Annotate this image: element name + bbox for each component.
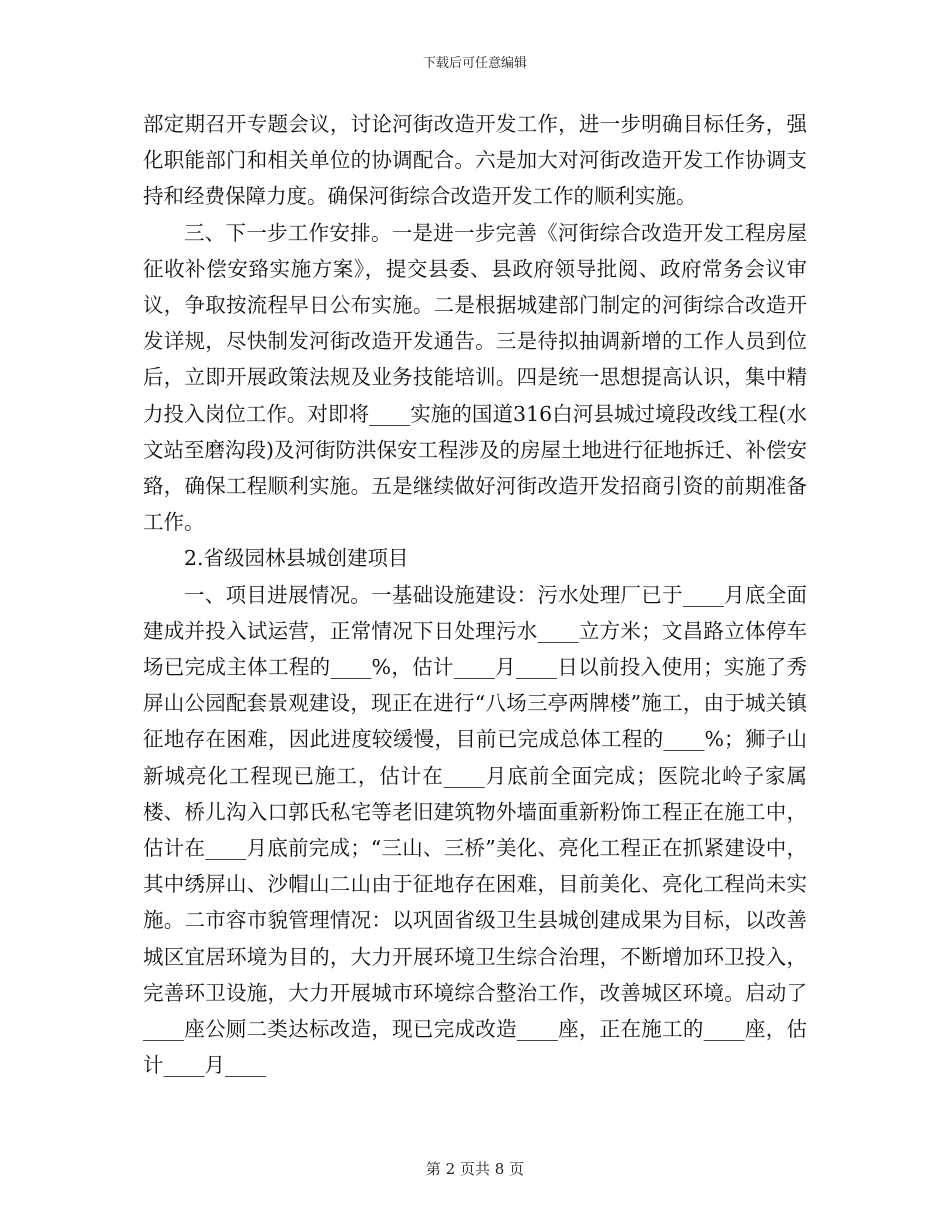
paragraph-1: 部定期召开专题会议，讨论河街改造开发工作，进一步明确目标任务，强化职能部门和相关单位的协调配合。六是加大对河街改造开发工作协调支持和经费保障力度。确保河街综合改造开发工作的顺利实施。 (143, 112, 807, 209)
section-heading: 2.省级园林县城创建项目 (184, 546, 409, 571)
page-number: 第 2 页共 8 页 (425, 1160, 525, 1178)
paragraph-2: 三、下一步工作安排。一是进一步完善《河街综合改造开发工程房屋征收补偿安臵实施方案》，提交县委、县政府领导批阅、政府常务会议审议，争取按流程早日公布实施。二是根据城建部门制定的河街综合改造开发详规，尽快制发河街改造开发通告。三是待拟抽调新增的工作人员到位后，立即开展政策法规及业务技能培训。四是统一思想提高认识，集中精力投入岗位工作。对即将____实施的国道316白河县城过境段改线工程(水文站至磨沟段)及河街防洪保安工程涉及的房屋土地进行征地拆迁、补偿安臵，确保工程顺利实施。五是继续做好河街改造开发招商引资的前期准备工作。 (143, 220, 807, 535)
page-header: 下载后可任意编辑 (422, 56, 527, 71)
document-body (143, 106, 807, 1083)
paragraph-3: 一、项目进展情况。一基础设施建设：污水处理厂已于____月底全面建成并投入试运营，正常情况下日处理污水____立方米；文昌路立体停车场已完成主体工程的____%，估计____月____日以前投入使用；实施了秀屏山公园配套景观建设，现正在进行“八场三亭两牌楼”施工，由于城关镇征地存在困难，因此进度较缓慢，目前已完成总体工程的____%；狮子山新城亮化工程现已施工，估计在____月底前全面完成；医院北岭子家属楼、桥儿沟入口郭氏私宅等老旧建筑物外墙面重新粉饰工程正在施工中，估计在____月底前完成；“三山、三桥”美化、亮化工程正在抓紧建设中，其中绣屏山、沙帽山二山由于征地存在困难，目前美化、亮化工程尚未实施。二市容市貌管理情况：以巩固省级卫生县城创建成果为目标，以改善城区宜居环境为目的，大力开展环境卫生综合治理，不断增加环卫投入，完善环卫设施，大力开展城市环境综合整治工作，改善城区环境。启动了____座公厕二类达标改造，现已完成改造____座，正在施工的____座，估计____月____ (143, 582, 807, 1078)
